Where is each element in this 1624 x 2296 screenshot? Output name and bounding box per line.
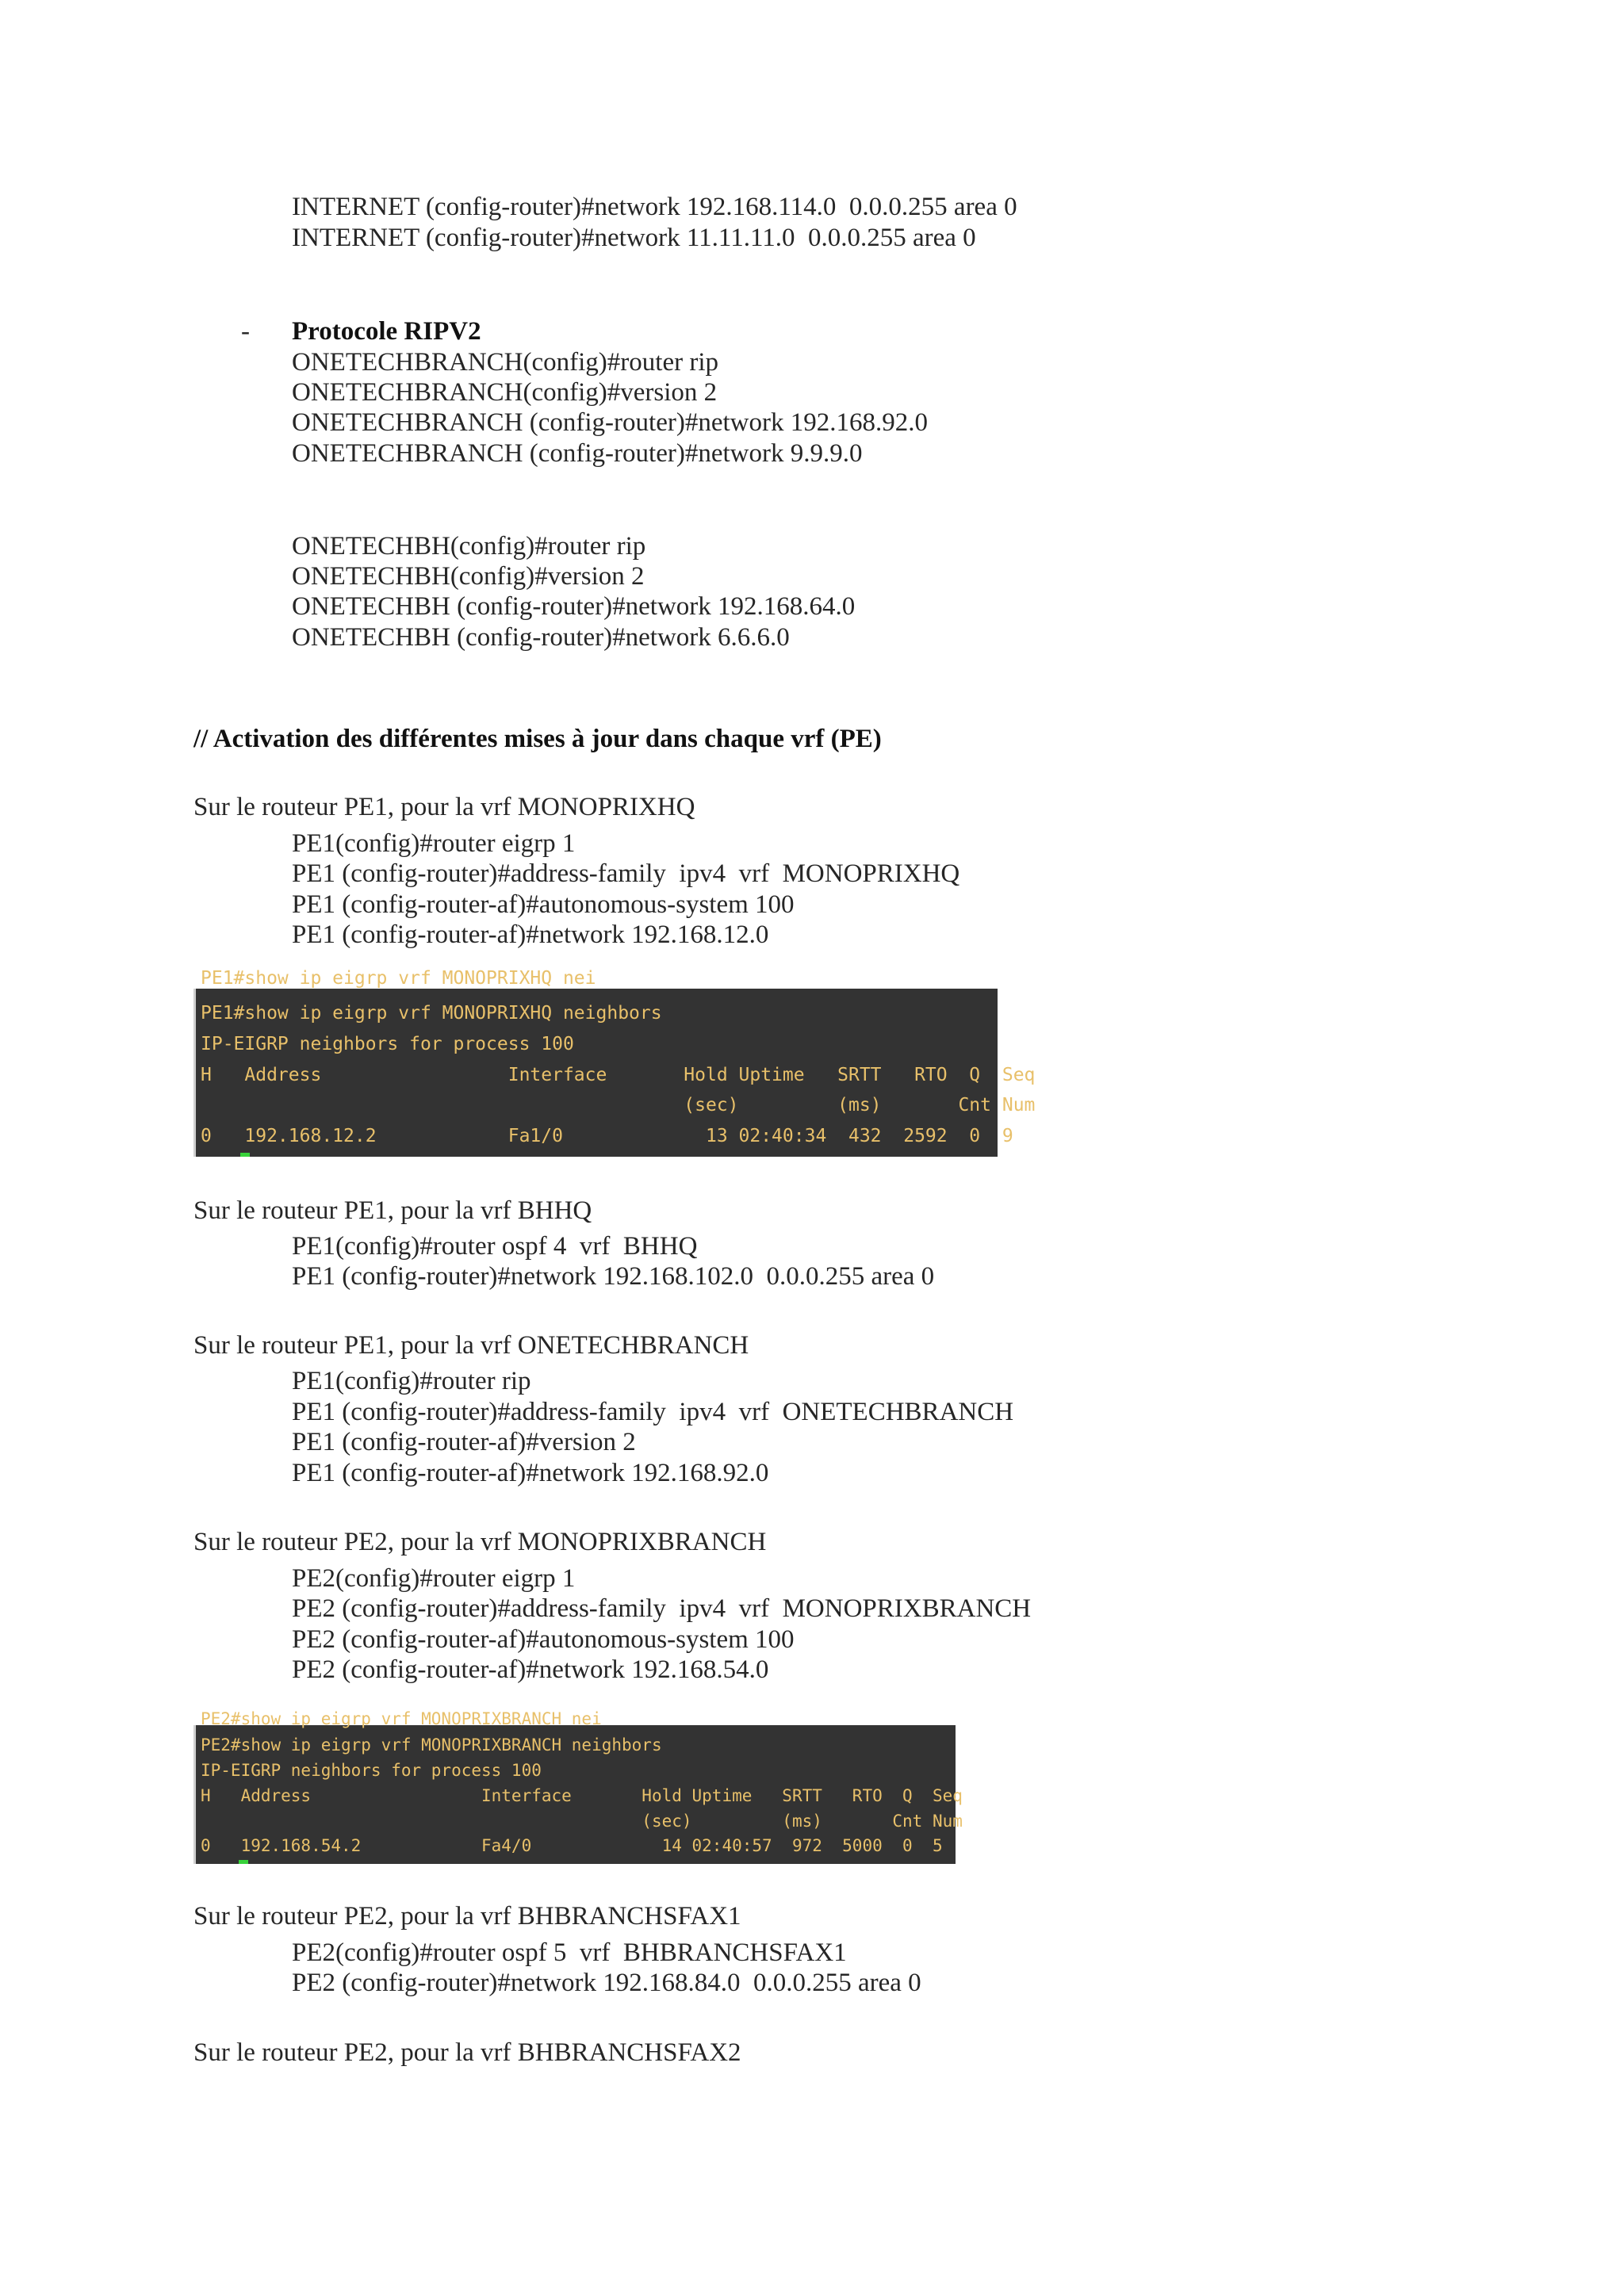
config-line: PE1 (config-router-af)#network 192.168.92.0 — [292, 1459, 769, 1487]
terminal-line: (sec) (ms) Cnt Num — [201, 1095, 1036, 1115]
config-line: ONETECHBRANCH(config)#router rip — [292, 348, 718, 377]
config-line: ONETECHBH(config)#version 2 — [292, 562, 645, 591]
config-line: PE1 (config-router-af)#network 192.168.12.0 — [292, 920, 769, 949]
terminal-line: IP-EIGRP neighbors for process 100 — [201, 1761, 542, 1780]
config-line: ONETECHBH (config-router)#network 6.6.6.0 — [292, 623, 790, 652]
config-line: PE1 (config-router)#address-family ipv4 vrf MONOPRIXHQ — [292, 859, 960, 888]
config-line: PE2(config)#router ospf 5 vrf BHBRANCHSFAX1 — [292, 1938, 847, 1967]
section-title: Protocole RIPV2 — [292, 317, 481, 346]
terminal-line: 0 192.168.12.2 Fa1/0 13 02:40:34 432 2592 0 9 — [201, 1126, 1013, 1146]
config-line: ONETECHBH (config-router)#network 192.168.64.0 — [292, 592, 856, 621]
config-line: PE1(config)#router eigrp 1 — [292, 829, 576, 858]
router-heading: Sur le routeur PE2, pour la vrf MONOPRIXBRANCH — [193, 1528, 767, 1556]
terminal-line: PE2#show ip eigrp vrf MONOPRIXBRANCH nei — [201, 1709, 602, 1728]
terminal-line: (sec) (ms) Cnt Num — [201, 1812, 963, 1831]
config-line: PE2 (config-router-af)#network 192.168.54.0 — [292, 1655, 769, 1684]
config-line: PE1(config)#router rip — [292, 1367, 531, 1395]
config-line: PE1 (config-router-af)#version 2 — [292, 1428, 636, 1456]
router-heading: Sur le routeur PE1, pour la vrf BHHQ — [193, 1196, 592, 1225]
bullet-dash: - — [241, 317, 250, 346]
terminal-line: PE1#show ip eigrp vrf MONOPRIXHQ nei — [201, 968, 596, 989]
terminal-cursor — [240, 1153, 250, 1157]
config-line: PE1 (config-router)#address-family ipv4 vrf ONETECHBRANCH — [292, 1398, 1014, 1426]
terminal-line: IP-EIGRP neighbors for process 100 — [201, 1034, 574, 1054]
router-heading: Sur le routeur PE2, pour la vrf BHBRANCHSFAX2 — [193, 2038, 741, 2067]
config-line: ONETECHBRANCH (config-router)#network 9.9.9.0 — [292, 439, 863, 468]
terminal-line: H Address Interface Hold Uptime SRTT RTO Q Seq — [201, 1065, 1036, 1085]
config-line: PE2(config)#router eigrp 1 — [292, 1564, 576, 1593]
terminal-line: PE1#show ip eigrp vrf MONOPRIXHQ neighbors — [201, 1003, 662, 1024]
router-heading: Sur le routeur PE1, pour la vrf MONOPRIXHQ — [193, 793, 695, 821]
terminal-screenshot-pe1 — [193, 968, 1036, 1157]
config-line: PE1 (config-router)#network 192.168.102.0 0.0.0.255 area 0 — [292, 1262, 935, 1291]
terminal-line: H Address Interface Hold Uptime SRTT RTO Q Seq — [201, 1786, 963, 1805]
config-line: INTERNET (config-router)#network 11.11.11.0 0.0.0.255 area 0 — [292, 224, 976, 252]
config-line: PE1 (config-router-af)#autonomous-system 100 — [292, 890, 795, 919]
terminal-line: 0 192.168.54.2 Fa4/0 14 02:40:57 972 5000 0 5 — [201, 1836, 943, 1855]
config-line: PE2 (config-router)#address-family ipv4 vrf MONOPRIXBRANCH — [292, 1594, 1032, 1623]
config-line: ONETECHBRANCH (config-router)#network 192.168.92.0 — [292, 408, 928, 437]
config-line: PE2 (config-router-af)#autonomous-system 100 — [292, 1625, 795, 1654]
router-heading: Sur le routeur PE1, pour la vrf ONETECHBRANCH — [193, 1331, 749, 1360]
router-heading: Sur le routeur PE2, pour la vrf BHBRANCHSFAX1 — [193, 1902, 741, 1931]
config-line: ONETECHBH(config)#router rip — [292, 532, 646, 561]
terminal-line: PE2#show ip eigrp vrf MONOPRIXBRANCH neighbors — [201, 1735, 662, 1755]
config-line: PE2 (config-router)#network 192.168.84.0 0.0.0.255 area 0 — [292, 1969, 921, 1997]
config-line: ONETECHBRANCH(config)#version 2 — [292, 378, 718, 407]
config-line: INTERNET (config-router)#network 192.168.114.0 0.0.0.255 area 0 — [292, 193, 1017, 221]
config-line: PE1(config)#router ospf 4 vrf BHHQ — [292, 1232, 698, 1261]
terminal-cursor — [239, 1860, 248, 1864]
section-heading: // Activation des différentes mises à jour dans chaque vrf (PE) — [193, 725, 882, 753]
terminal-screenshot-pe2 — [193, 1709, 963, 1864]
